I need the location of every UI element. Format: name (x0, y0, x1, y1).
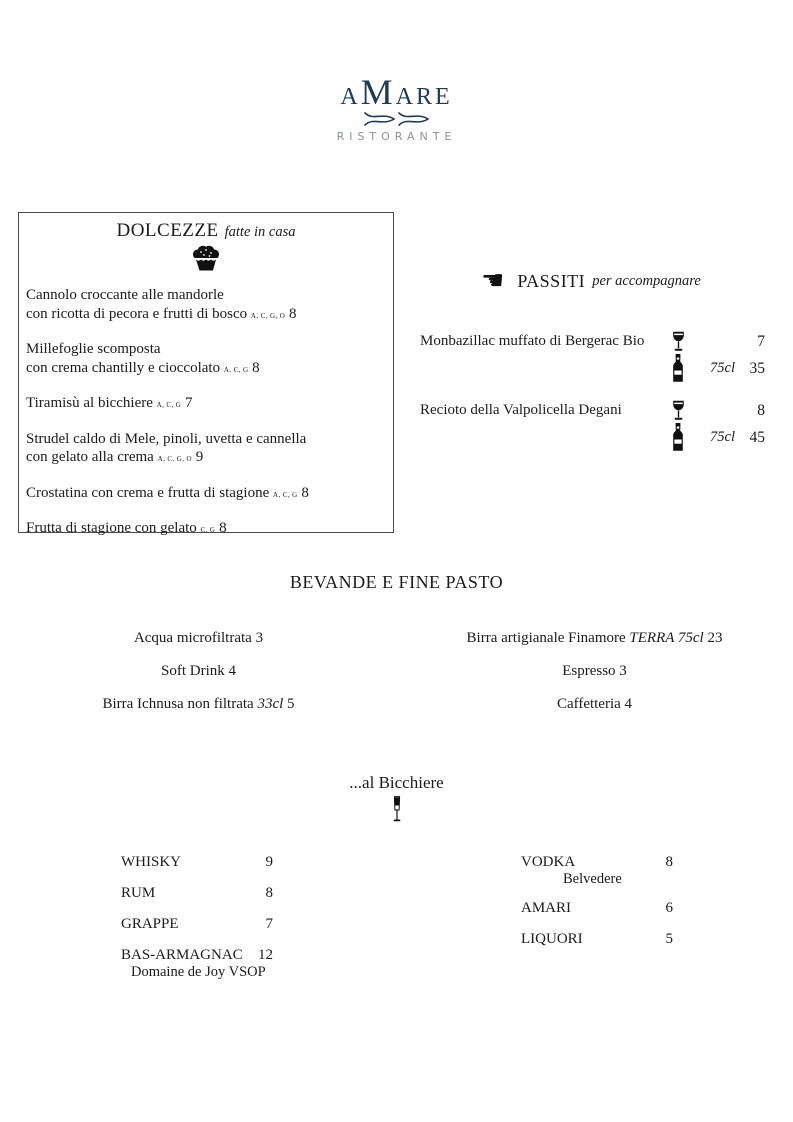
menu-item-line1 (26, 394, 386, 415)
bottle-size: 75cl (710, 429, 735, 445)
spirit-name: LIQUORI (521, 931, 583, 947)
allergen-codes: A, C, G (223, 365, 249, 374)
dolcezze-items (26, 286, 386, 540)
bevande-label: Birra artigianale Finamore (466, 630, 626, 646)
spirit-name: RUM (121, 885, 156, 901)
menu-item-text: Frutta di stagione con gelato (26, 520, 197, 536)
menu-item (26, 286, 386, 325)
spirits-left-column (121, 853, 273, 992)
menu-item (26, 519, 386, 540)
wine-bottle-row (420, 354, 765, 383)
spirit-item (121, 884, 273, 903)
item-price: 9 (195, 449, 204, 465)
menu-item (26, 484, 386, 505)
menu-item-text: con crema chantilly e cioccolato (26, 359, 221, 376)
spirit-item (521, 930, 673, 949)
spirit-item (121, 946, 273, 980)
spirit-name: WHISKY (121, 854, 181, 870)
menu-item (26, 394, 386, 415)
menu-item-line1: Millefoglie scomposta (26, 341, 161, 357)
menu-item-text: Crostatina con crema e frutta di stagione (26, 484, 270, 501)
item-price: 8 (219, 520, 227, 536)
bevande-size: TERRA 75cl (629, 630, 704, 646)
spirit-item (121, 915, 273, 934)
cupcake-icon (190, 245, 222, 272)
spirit-item (521, 853, 673, 887)
menu-item (26, 430, 386, 469)
menu-item-line2 (26, 448, 386, 469)
passiti-header (481, 268, 701, 294)
menu-item-text: con gelato alla crema (26, 449, 154, 465)
logo-wordmark (0, 74, 793, 110)
bicchiere-title: ...al Bicchiere (349, 773, 444, 792)
spirit-name: BAS-ARMAGNAC (121, 947, 243, 963)
wine-bottle-row (420, 423, 765, 452)
allergen-codes: A, C, G, O (250, 311, 286, 320)
allergen-codes: A, C, G, O (157, 455, 192, 463)
wine-glass-row (420, 400, 765, 421)
menu-item (26, 340, 386, 379)
menu-item-text: con ricotta di pecora e frutti di bosco (26, 305, 248, 322)
menu-item-line1: Strudel caldo di Mele, pinoli, uvetta e cannella (26, 430, 307, 447)
wine-bottle-icon-wrap (665, 354, 691, 383)
bevande-item (396, 695, 793, 714)
item-price: 8 (301, 484, 309, 501)
bevande-left-column (0, 629, 397, 728)
allergen-codes: A, C, G (156, 401, 182, 409)
dolcezze-title-text: DOLCEZZE (116, 220, 219, 241)
wine-bottle-icon-wrap (665, 423, 691, 452)
cupcake-icon-wrap (26, 245, 386, 272)
passiti-title-suffix: per accompagnare (592, 272, 701, 289)
spirits-right-column (521, 853, 673, 961)
spirit-name: GRAPPE (121, 916, 179, 932)
champagne-flute-icon (391, 796, 403, 823)
wine-name: Monbazillac muffato di Bergerac Bio (420, 333, 645, 349)
glass-price: 8 (757, 401, 765, 419)
wine-bottle-icon (672, 354, 684, 383)
menu-item-line2 (26, 305, 386, 326)
logo-letter-a: A (340, 84, 361, 110)
glass-price: 7 (757, 332, 765, 350)
wine-glass-icon-wrap (665, 331, 691, 352)
bevande-price: 3 (619, 663, 627, 679)
bottle-size: 75cl (710, 360, 735, 376)
spirit-price: 5 (665, 931, 673, 947)
bevande-price: 3 (255, 630, 264, 646)
passiti-list (420, 331, 765, 469)
passiti-title: PASSITI (517, 270, 586, 291)
bevande-size: 33cl (257, 696, 284, 712)
menu-item-line2 (26, 359, 386, 380)
dolcezze-section (18, 212, 394, 536)
bevande-price: 4 (624, 696, 633, 712)
restaurant-logo (0, 74, 793, 143)
logo-subtitle: RISTORANTE (336, 130, 457, 143)
item-price: 8 (289, 305, 297, 322)
spirit-item (521, 899, 673, 918)
bevande-title: BEVANDE E FINE PASTO (289, 572, 504, 592)
bevande-right-column (396, 629, 793, 728)
bottle-price: 45 (749, 428, 765, 446)
bottle-price: 35 (749, 359, 765, 377)
bevande-price: 4 (228, 663, 236, 679)
wine-glass-icon (672, 400, 685, 421)
spirit-price: 12 (258, 947, 273, 963)
bevande-price: 5 (287, 696, 295, 712)
pointing-hand-icon: ☚ (481, 266, 505, 296)
menu-item-text: Tiramisù al bicchiere (26, 395, 153, 411)
spirit-price: 8 (665, 854, 673, 870)
wine-name: Recioto della Valpolicella Degani (420, 402, 622, 418)
bevande-label: Espresso (562, 663, 616, 679)
bevande-item (0, 695, 397, 714)
bevande-label: Caffetteria (556, 696, 621, 712)
spirit-sublabel: Belvedere (563, 871, 622, 887)
spirit-price: 7 (265, 916, 273, 932)
menu-item-line1 (26, 484, 386, 505)
spirit-price: 9 (265, 854, 273, 870)
dolcezze-title (26, 220, 386, 242)
logo-letter-m: M (360, 72, 396, 112)
allergen-codes: A, C, G (273, 490, 298, 499)
wine-glass-row (420, 331, 765, 352)
wine-glass-icon (672, 331, 685, 352)
item-price: 7 (185, 395, 193, 411)
bevande-label: Soft Drink (161, 663, 225, 679)
wine-item (420, 331, 765, 383)
logo-letters-are: ARE (395, 84, 453, 110)
bevande-item (396, 629, 793, 648)
logo-fish-row (0, 111, 793, 127)
bevande-label: Birra Ichnusa non filtrata (102, 696, 254, 712)
bevande-item (396, 662, 793, 681)
menu-item-line1 (26, 519, 386, 540)
bevande-item (0, 662, 397, 681)
bevande-item (0, 629, 397, 648)
wine-glass-icon-wrap (665, 400, 691, 421)
dolcezze-title-suffix: fatte in casa (224, 224, 296, 240)
item-price: 8 (252, 359, 260, 376)
spirit-price: 8 (265, 885, 273, 901)
spirit-price: 6 (665, 900, 673, 916)
double-fish-icon (364, 111, 430, 127)
spirit-sublabel: Domaine de Joy VSOP (131, 964, 266, 980)
spirit-name: VODKA (521, 854, 576, 870)
menu-item-line1: Cannolo croccante alle mandorle (26, 287, 224, 303)
spirit-item (121, 853, 273, 872)
bevande-price: 23 (707, 630, 723, 646)
wine-item (420, 400, 765, 452)
spirit-name: AMARI (521, 900, 572, 916)
bevande-label: Acqua microfiltrata (133, 630, 252, 646)
wine-bottle-icon (672, 423, 684, 452)
allergen-codes: C, G (200, 526, 216, 534)
champagne-flute-icon-wrap (0, 796, 793, 823)
